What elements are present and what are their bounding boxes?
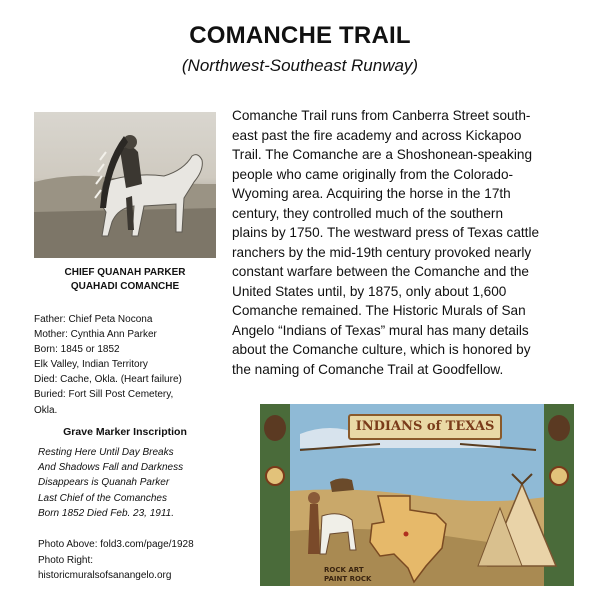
photo-credits bbox=[38, 537, 238, 584]
inscription-line: Resting Here Until Day Breaks bbox=[38, 447, 174, 458]
mural-banner: INDIANS of TEXAS bbox=[348, 414, 502, 440]
fact-line: Father: Chief Peta Nocona bbox=[34, 314, 153, 325]
body-line: about the Comanche culture, which is honored by bbox=[232, 342, 531, 357]
indians-of-texas-mural bbox=[260, 404, 574, 586]
body-line: Angelo “Indians of Texas” mural has many details bbox=[232, 322, 529, 338]
body-line: century, they controlled much of the southern bbox=[232, 205, 504, 221]
fact-line: Born: 1845 or 1852 bbox=[34, 344, 120, 356]
credit-line: historicmuralsofsanangelo.org bbox=[38, 570, 172, 581]
inscription-line: And Shadows Fall and Darkness bbox=[38, 462, 184, 474]
inscription-line: Disappears is Quanah Parker bbox=[38, 477, 170, 489]
grave-marker-inscription bbox=[38, 445, 228, 521]
body-line: ranchers by the mid-19th century provoked nearly bbox=[232, 244, 532, 260]
inscription-line: Born 1852 Died Feb. 23, 1911. bbox=[38, 507, 175, 519]
fact-line: Died: Cache, Okla. (Heart failure) bbox=[34, 374, 182, 386]
body-line: plains by 1750. The westward press of Texas cattle bbox=[232, 225, 540, 240]
page-subtitle: (Northwest-Southeast Runway) bbox=[181, 56, 419, 75]
body-line: Trail. The Comanche are a Shoshonean-speaking bbox=[232, 147, 532, 162]
body-paragraph bbox=[232, 106, 584, 379]
grave-marker-heading: Grave Marker Inscription bbox=[63, 426, 187, 438]
credit-line: Photo Right: bbox=[38, 554, 94, 566]
biography-facts bbox=[34, 312, 224, 418]
body-line: Comanche Trail runs from Canberra Street south- bbox=[232, 108, 531, 123]
inscription-line: Last Chief of the Comanches bbox=[38, 492, 167, 504]
caption-line: QUAHADI COMANCHE bbox=[70, 281, 180, 292]
chief-photo bbox=[34, 112, 216, 258]
body-line: constant warfare between the Comanche and the bbox=[232, 264, 529, 279]
fact-line: Mother: Cynthia Ann Parker bbox=[34, 329, 157, 341]
body-line: United States until, by 1875, only about 1,600 bbox=[232, 283, 507, 299]
credit-line: Photo Above: fold3.com/page/1928 bbox=[38, 539, 194, 550]
mural-label-paint-rock: PAINT ROCK bbox=[324, 575, 372, 583]
caption-line: CHIEF QUANAH PARKER bbox=[64, 267, 186, 278]
body-line: people who came originally from the Colorado- bbox=[232, 166, 514, 182]
body-line: Comanche remained. The Historic Murals of San bbox=[232, 303, 526, 318]
mural-label-rock-art: ROCK ART bbox=[324, 566, 364, 574]
fact-line: Elk Valley, Indian Territory bbox=[34, 359, 148, 371]
body-line: east past the fire academy and across Kickapoo bbox=[232, 127, 522, 143]
body-line: Wyoming area. Acquiring the horse in the 17th bbox=[232, 186, 511, 201]
photo-caption bbox=[34, 266, 216, 294]
fact-line: Buried: Fort Sill Post Cemetery, bbox=[34, 389, 174, 401]
page-title: COMANCHE TRAIL bbox=[189, 22, 411, 49]
fact-line: Okla. bbox=[34, 404, 58, 416]
body-line: the naming of Comanche Trail at Goodfellow. bbox=[232, 361, 504, 377]
